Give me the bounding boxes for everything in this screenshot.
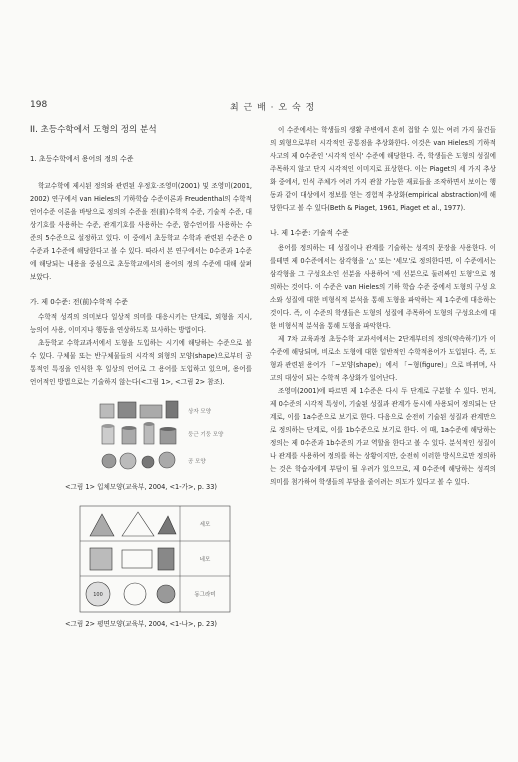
label-ball-shape: 공 모양 bbox=[188, 459, 206, 465]
label-circle: 동그라미 bbox=[194, 592, 216, 598]
ball-shapes-row bbox=[102, 452, 175, 469]
paragraph: 수학적 성격의 의미보다 일상적 의미를 대응시키는 단계로, 외형을 지시, 능의어 사용, 이미지나 행동을 연상하도록 묘사하는 방법이다. bbox=[30, 313, 252, 334]
label-square: 네모 bbox=[199, 557, 211, 563]
label-cylinder-shape: 둥근 기둥 모양 bbox=[188, 432, 224, 438]
section-title: II. 초등수학에서 도형의 정의 분석 bbox=[30, 125, 157, 135]
right-column bbox=[270, 124, 496, 489]
label-triangle: 세모 bbox=[199, 522, 211, 528]
cylinder-shapes-row bbox=[102, 422, 176, 444]
triangle-shapes bbox=[90, 512, 176, 536]
paragraph: 학교수학에 제시된 정의와 관련된 우정호·조영미(2001) 및 조영미(2001, 2002) 연구에서 van Hieles의 기하학습 수준이론과 Freudenthal의 수학적 언어수준 이론을 바탕으로 정의의 수준을 전(前)수학적 수준, 기술적 수준, 대상기호를 사용하는 수준, 관계기호를 사용하는 수준, 함수언어를 사용하는 수준의 5수준으로 설정하고 있다. 이 중에서 초등학교 수학과 관련된 수준은 0수준과 1수준에 해당한다고 볼 수 있다. 따라서 본 연구에서는 0수준과 1수준에 해당되는 내용을 중심으로 초등학교에서의 용어의 정의 수준에 대해 살펴보았다. bbox=[30, 182, 252, 281]
subsection-title-ga: 가. 제 0수준: 전(前)수학적 수준 bbox=[30, 298, 129, 306]
paragraph: 이 수준에서는 학생들의 생활 주변에서 흔히 접할 수 있는 여러 가지 물건들의 외형으로부터 시각적인 공통점을 추상화한다. 이것은 van Hieles의 기하적 사고의 제 0수준인 '시각적 인식' 수준에 해당한다. 즉, 학생들은 도형의 성질에 주목하지 않고 단지 시각적인 이미지로 표상한다. 이는 Piaget의 세 가지 추상화 중에서, 인식 주체가 여러 가지 관찰 가능한 재료들을 조작하면서 보이는 행동과 같이 대상에서 정보를 얻는 경험적 추상화(empirical abstraction)에 해당한다고 볼 수 있다(Beth & Piaget, 1961, Piaget et al., 1977). bbox=[270, 126, 496, 212]
rectangle-shapes bbox=[90, 548, 174, 570]
figure-1-caption: <그림 1> 입체모양(교육부, 2004, <1-가>, p. 33) bbox=[64, 483, 218, 491]
running-head: 최 근 배 · 오 숙 정 bbox=[230, 103, 316, 113]
svg-text:100: 100 bbox=[93, 592, 103, 598]
left-column bbox=[30, 124, 252, 631]
page-number: 198 bbox=[30, 100, 48, 110]
subsection-title-1: 1. 초등수학에서 용어의 정의 수준 bbox=[30, 155, 134, 163]
figure-2 bbox=[30, 504, 252, 631]
paragraph: 제 7차 교육과정 초등수학 교과서에서는 2단계부터의 정의(약속하기)가 이 수준에 해당되며, 비로소 도형에 대한 일반적인 수학적용어가 도입된다. 즉, 도형과 관련된 용어가 「~모양(shape)」에서 「~형(figure)」으로 바뀌며, 사고의 대상이 되는 수학적 추상화가 일어난다. bbox=[270, 335, 496, 382]
solid-shapes-illustration bbox=[30, 399, 252, 477]
subsection-title-na: 나. 제 1수준: 기술적 수준 bbox=[270, 229, 349, 237]
figure-2-caption: <그림 2> 평면모양(교육부, 2004, <1-나>, p. 23) bbox=[64, 620, 218, 628]
paragraph: 용어를 정의하는 데 성질이나 관계를 기술하는 성격의 문장을 사용한다. 이를테면 제 0수준에서는 삼각형을 '△' 또는 '세모'로 정의한다면, 이 수준에서는 삼각형을 그 구성요소인 선분을 사용하여 '세 선분으로 둘러싸인 도형'으로 정의하는 것이다. 이 수준은 van Hieles의 기하 학습 수준 중에서 도형의 구성 요소와 성질에 대한 비형식적 분석을 통해 도형을 파악하는 제 1수준에 대응하는 것이다. 즉, 이 수준의 학생들은 도형의 성질에 주목하여 도형의 구성요소에 대한 비형식적 분석을 통해 도형을 파악한다. bbox=[270, 244, 496, 330]
figure-1 bbox=[30, 399, 252, 494]
circle-shapes bbox=[86, 582, 175, 606]
label-box-shape: 상자 모양 bbox=[188, 409, 212, 415]
box-shapes-row bbox=[100, 401, 178, 418]
paragraph: 초등학교 수학교과서에서 도형을 도입하는 시기에 해당하는 수준으로 볼 수 있다. 구체물 또는 반구체물들의 시각적 외형의 모양(shape)으로부터 공통적인 특징을 인식한 후 일상의 언어로 그 용어를 도입하고 있으며, 용어를 언어적인 방법으로는 기술하지 않는다(<그림 1>, <그림 2> 참조). bbox=[30, 339, 252, 386]
paragraph: 조영미(2001)에 따르면 제 1수준은 다시 두 단계로 구분할 수 있다. 먼저, 제 0수준의 시각적 특성이, 기술된 성질과 관계가 동시에 사용되어 정의되는 단계로, 이를 1a수준으로 보기로 한다. 다음으로 순전히 기술된 성질과 관계만으로 정의하는 단계로, 이를 1b수준으로 보기로 한다. 이 때, 1a수준에 해당하는 정의는 제 0수준과 1b수준의 가교 역할을 한다고 볼 수 있다. 분석적인 성질이나 관계를 사용하여 정의를 하는 상황이지만, 순전히 이러한 방식으로만 정의하는 것은 학습자에게 부담이 될 우려가 있으므로, 제 0수준에 해당하는 성격의 의미를 첨가하여 학생들의 부담을 줄이려는 의도가 있다고 볼 수 있다. bbox=[270, 387, 496, 486]
plane-shapes-illustration bbox=[30, 504, 252, 614]
